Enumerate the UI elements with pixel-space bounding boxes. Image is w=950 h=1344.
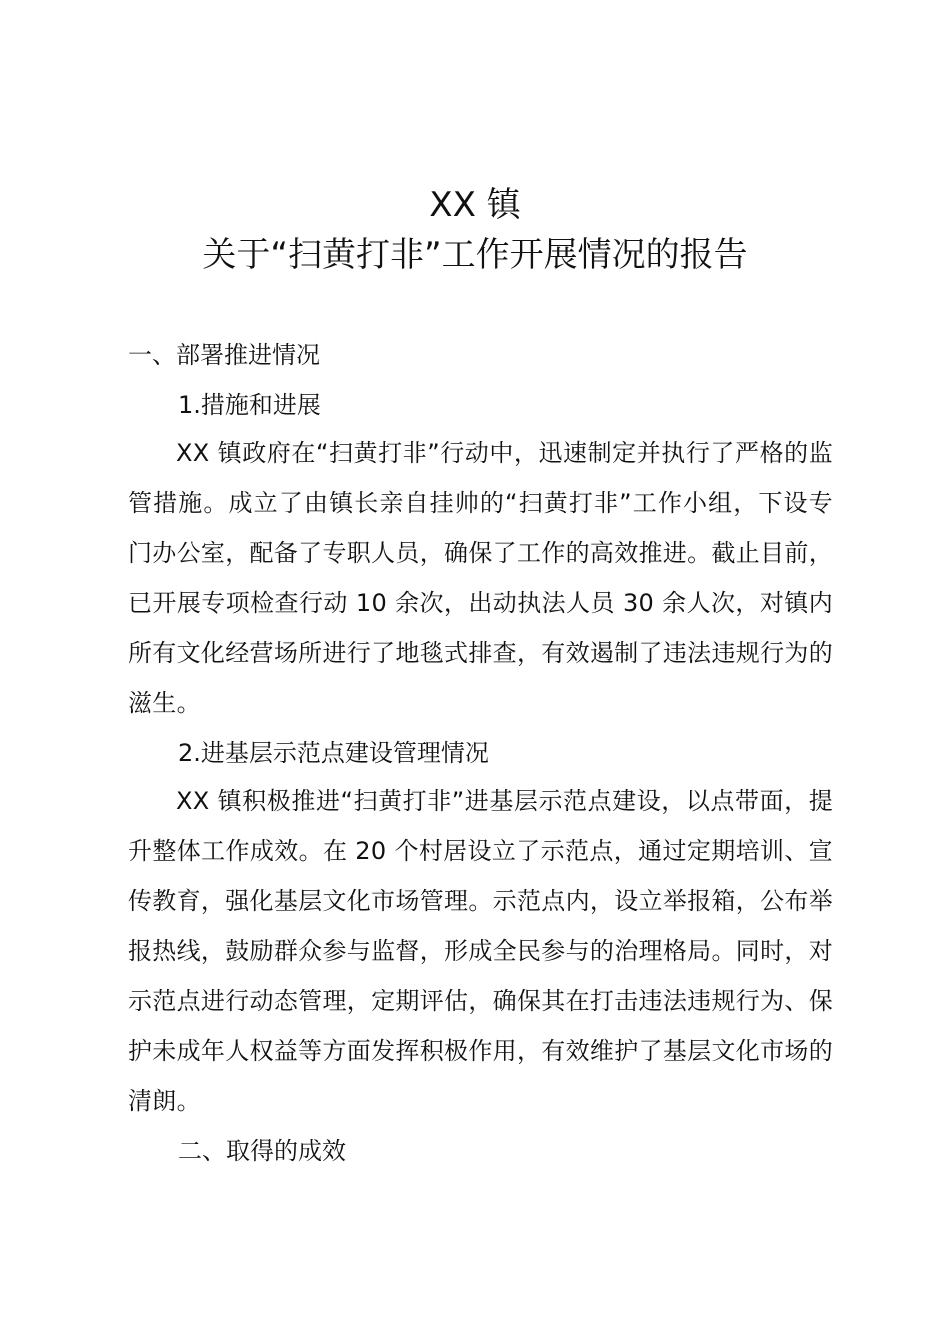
sub2-paragraph: XX 镇积极推进“扫黄打非”进基层示范点建设，以点带面，提升整体工作成效。在 20 个村居设立了示范点，通过定期培训、宣传教育，强化基层文化市场管理。示范点内，设立举报箱，公布举报热线，鼓励群众参与监督，形成全民参与的治理格局。同时，对示范点进行动态管理，定期评估，确保其在打击违法违规行为、保护未成年人权益等方面发挥积极作用，有效维护了基层文化市场的清朗。 (128, 787, 833, 1115)
sub1-heading: 1.措施和进展 (178, 391, 321, 419)
section2-heading: 二、取得的成效 (178, 1137, 346, 1165)
section1-heading: 一、部署推进情况 (128, 341, 320, 369)
document-title-line1: XX 镇 (429, 185, 521, 225)
sub2-heading: 2.进基层示范点建设管理情况 (178, 739, 489, 767)
sub1-paragraph: XX 镇政府在“扫黄打非”行动中，迅速制定并执行了严格的监管措施。成立了由镇长亲自挂帅的“扫黄打非”工作小组，下设专门办公室，配备了专职人员，确保了工作的高效推进。截止目前，已开展专项检查行动 10 余次，出动执法人员 30 余人次，对镇内所有文化经营场所进行了地毯式排查，有效遏制了违法违规行为的滋生。 (128, 439, 833, 717)
document-title-line2: 关于“扫黄打非”工作开展情况的报告 (202, 235, 748, 275)
